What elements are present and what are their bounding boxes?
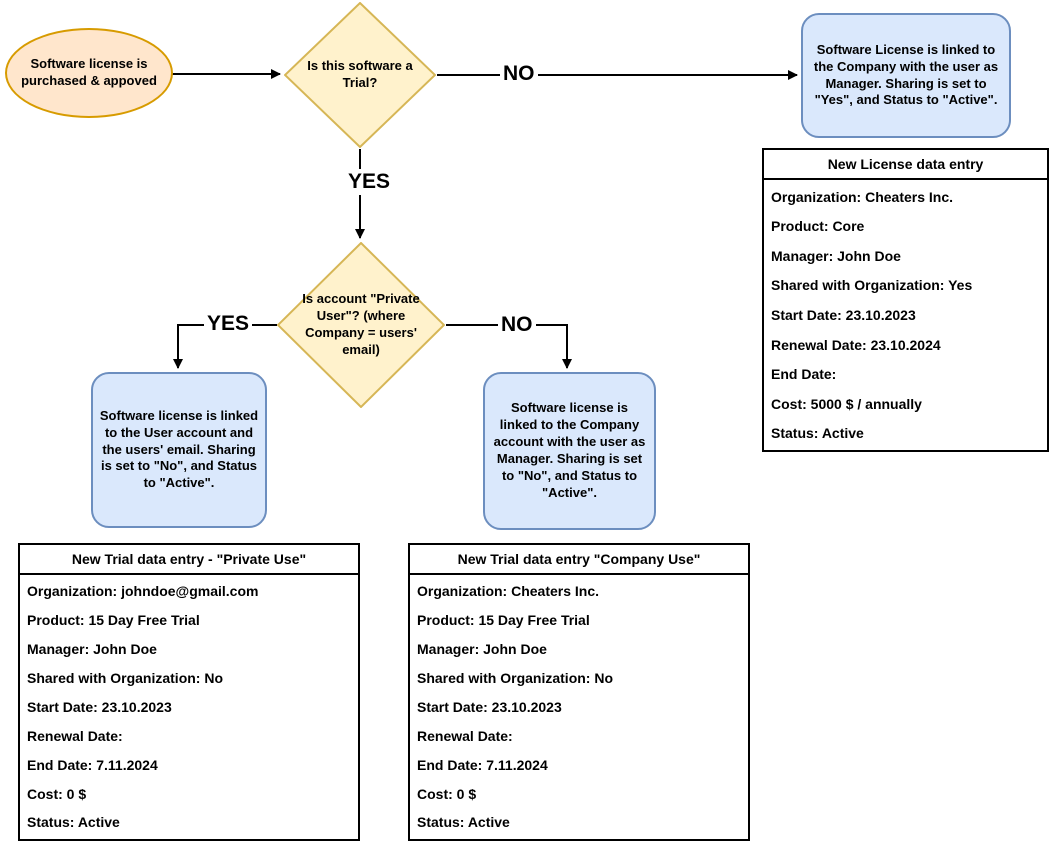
table-row: Shared with Organization: Yes: [771, 277, 973, 294]
table-row: Product: Core: [771, 218, 865, 235]
table-rows: [20, 575, 358, 839]
table-row: Manager: John Doe: [417, 641, 547, 658]
start-ellipse: [5, 28, 173, 118]
table-title: New License data entry: [764, 150, 1047, 180]
table-row: End Date:: [771, 366, 837, 383]
private-user-decision-label: Is account "Private User"? (where Company = users' email): [302, 291, 420, 357]
table-row: Status: Active: [771, 425, 864, 442]
table-row: Organization: Cheaters Inc.: [771, 188, 954, 205]
no-edge-label-private: NO: [498, 312, 536, 338]
company-trial-table: [408, 543, 750, 841]
table-row: Start Date: 23.10.2023: [771, 306, 916, 323]
license-table: [762, 148, 1049, 452]
private-trial-table: [18, 543, 360, 841]
table-row: Organization: Cheaters Inc.: [417, 583, 600, 600]
no-edge-label-trial: NO: [500, 61, 538, 87]
table-row: End Date: 7.11.2024: [417, 756, 548, 773]
private-user-decision-diamond: [277, 242, 445, 408]
table-row: Cost: 0 $: [27, 785, 87, 802]
table-row: Manager: John Doe: [27, 641, 157, 658]
table-rows: [764, 180, 1047, 450]
table-row: Renewal Date:: [27, 727, 123, 744]
trial-decision-diamond: [284, 2, 436, 148]
table-row: Status: Active: [417, 814, 510, 831]
trial-decision-label: Is this software a Trial?: [307, 58, 413, 90]
start-label: Software license is purchased & appoved: [21, 56, 157, 88]
table-rows: [410, 575, 748, 839]
table-row: Organization: johndoe@gmail.com: [27, 583, 259, 600]
table-row: Status: Active: [27, 814, 120, 831]
private-trial-result-text: Software license is linked to the User account and the users' email. Sharing is set to "No", and Status to "Active".: [99, 407, 259, 491]
table-row: Shared with Organization: No: [27, 670, 224, 687]
table-title: New Trial data entry "Company Use": [410, 545, 748, 575]
company-trial-result-box: [483, 372, 656, 530]
table-row: Shared with Organization: No: [417, 670, 614, 687]
yes-edge-label-private: YES: [204, 311, 252, 337]
table-title: New Trial data entry - "Private Use": [20, 545, 358, 575]
table-row: Cost: 5000 $ / annually: [771, 395, 922, 412]
table-row: Manager: John Doe: [771, 247, 901, 264]
yes-edge-label-trial: YES: [345, 169, 393, 195]
table-row: Renewal Date: 23.10.2024: [771, 336, 941, 353]
table-row: Start Date: 23.10.2023: [417, 698, 562, 715]
table-row: Product: 15 Day Free Trial: [417, 612, 590, 629]
table-row: Product: 15 Day Free Trial: [27, 612, 200, 629]
private-trial-result-box: [91, 372, 267, 528]
company-license-result-box: [801, 13, 1011, 138]
table-row: Cost: 0 $: [417, 785, 477, 802]
company-trial-result-text: Software license is linked to the Company account with the user as Manager. Sharing is set to "No", and Status to "Active".: [493, 400, 646, 500]
company-license-result-text: Software License is linked to the Company with the user as Manager. Sharing is set to "Yes", and Status to "Active".: [813, 41, 999, 108]
table-row: Start Date: 23.10.2023: [27, 698, 172, 715]
table-row: End Date: 7.11.2024: [27, 756, 158, 773]
table-row: Renewal Date:: [417, 727, 513, 744]
